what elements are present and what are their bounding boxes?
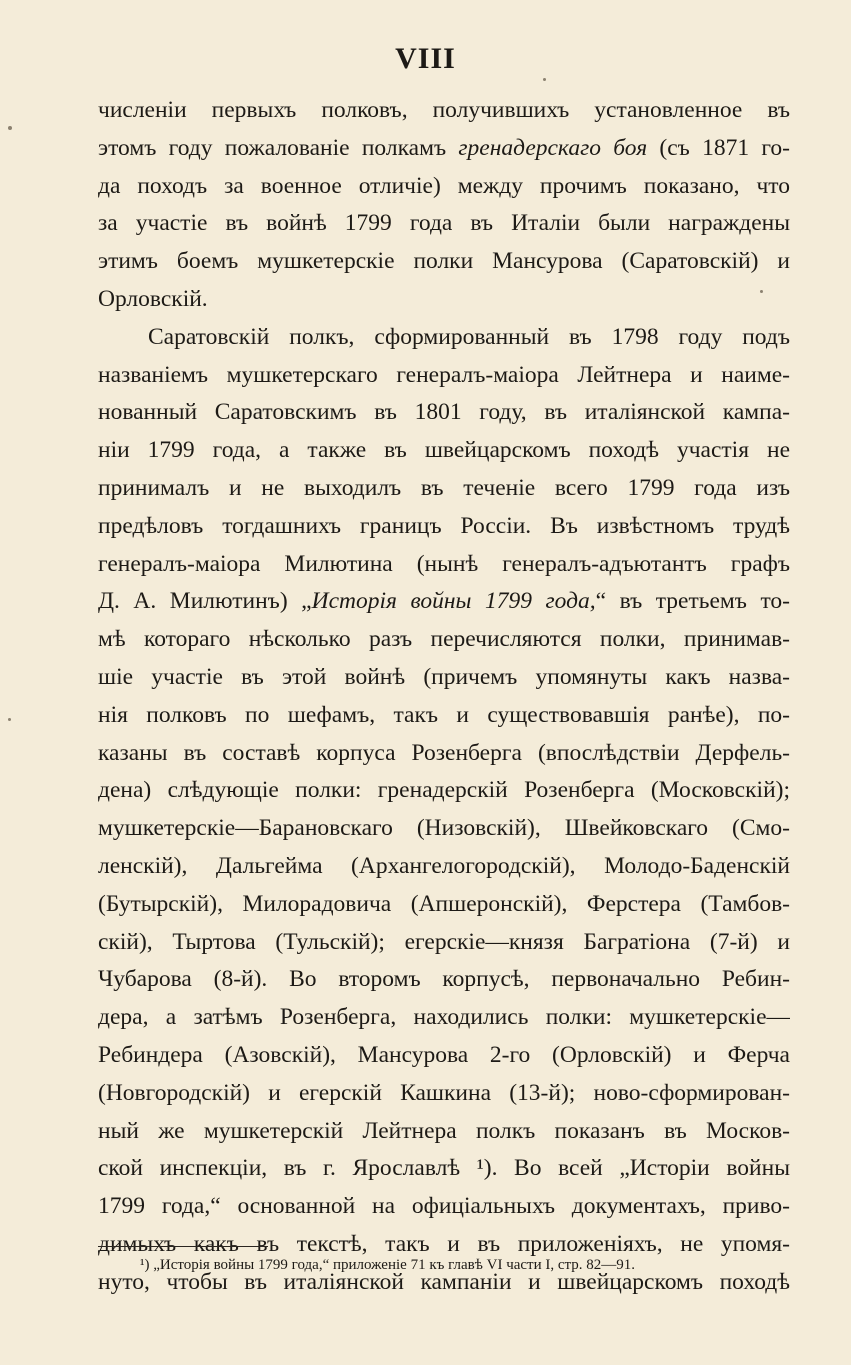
text-line	[98, 1150, 790, 1188]
footnote: ¹) „Исторія войны 1799 года,“ приложеніе 71 къ главѣ VI части I, стр. 82—91.	[140, 1257, 636, 1273]
text-line	[98, 1188, 790, 1226]
line-text: шіе участіе въ этой войнѣ (причемъ упомянуты какъ назва-	[98, 663, 790, 690]
line-text: за участіе въ войнѣ 1799 года въ Италіи были награждены	[98, 210, 790, 237]
line-italic-text: Исторія войны 1799 года,	[311, 588, 596, 615]
line-text: этимъ боемъ мушкетерскіе полки Мансурова (Саратовскій) и	[98, 248, 790, 275]
text-line	[98, 999, 790, 1037]
line-text: мѣ котораго нѣсколько разъ перечисляются полки, принимав-	[98, 626, 790, 653]
line-text: 1799 года,“ основанной на офиціальныхъ документахъ, приво-	[98, 1193, 790, 1220]
text-line	[98, 848, 790, 886]
paper-speck	[8, 126, 12, 130]
line-text: нуто, чтобы въ италіянской кампаніи и швейцарскомъ походѣ	[98, 1268, 790, 1295]
line-text: этомъ году пожалованіе полкамъ	[98, 134, 459, 161]
paper-speck	[760, 290, 763, 293]
line-text: принималъ и не выходилъ въ теченіе всего 1799 года изъ	[98, 474, 790, 501]
text-line	[98, 735, 790, 773]
text-line	[98, 130, 790, 168]
line-text: ніи 1799 года, а также въ швейцарскомъ походѣ участія не	[98, 437, 790, 464]
text-line	[98, 92, 790, 130]
text-line	[98, 1113, 790, 1151]
line-text: (Бутырскій), Милорадовича (Апшеронскій), Ферстера (Тамбов-	[98, 890, 790, 917]
line-text: скій), Тыртова (Тульскій); егерскіе—князя Багратіона (7-й) и	[98, 928, 790, 955]
paper-speck	[543, 78, 546, 81]
line-text: Ребиндера (Азовскій), Мансурова 2-го (Орловскій) и Ферча	[98, 1041, 790, 1068]
text-line	[98, 810, 790, 848]
line-text: димыхъ какъ въ текстѣ, такъ и въ приложеніяхъ, не упомя-	[98, 1230, 790, 1257]
text-line	[98, 508, 790, 546]
line-text: да походъ за военное отличіе) между прочимъ показано, что	[98, 172, 790, 199]
text-line	[98, 357, 790, 395]
text-line	[98, 1037, 790, 1075]
text-line	[98, 546, 790, 584]
text-line	[98, 470, 790, 508]
text-line	[98, 697, 790, 735]
text-line	[98, 394, 790, 432]
text-line	[98, 924, 790, 962]
page-number: VIII	[395, 42, 456, 75]
line-text: ный же мушкетерскій Лейтнера полкъ показанъ въ Москов-	[98, 1117, 790, 1144]
text-line	[98, 583, 790, 621]
body-text	[98, 92, 790, 1302]
line-text: дера, а затѣмъ Розенберга, находились полки: мушкетерскіе—	[98, 1004, 790, 1031]
text-line	[98, 205, 790, 243]
line-text: названіемъ мушкетерскаго генералъ-маіора Лейтнера и наиме-	[98, 361, 790, 388]
text-line	[98, 281, 790, 319]
text-line	[98, 961, 790, 999]
line-text: нованный Саратовскимъ въ 1801 году, въ италіянской кампа-	[98, 399, 790, 426]
line-text: казаны въ составѣ корпуса Розенберга (впослѣдствіи Дерфель-	[98, 739, 790, 766]
line-text: дена) слѣдующіе полки: гренадерскій Розенберга (Московскій);	[98, 777, 790, 804]
line-text: нія полковъ по шефамъ, такъ и существовавшія ранѣе), по-	[98, 701, 790, 728]
line-text: (съ 1871 го-	[647, 134, 790, 161]
text-line	[98, 319, 790, 357]
footnote-divider	[98, 1246, 268, 1247]
paper-speck	[8, 718, 11, 721]
text-line	[98, 432, 790, 470]
text-line	[98, 1075, 790, 1113]
text-line	[98, 772, 790, 810]
text-line	[98, 659, 790, 697]
text-line	[98, 243, 790, 281]
line-text: мушкетерскіе—Барановскаго (Низовскій), Швейковскаго (Смо-	[98, 815, 790, 842]
line-text: Д. А. Милютинъ) „	[98, 588, 312, 615]
line-italic-text: гренадерскаго боя	[458, 134, 648, 161]
text-line	[98, 621, 790, 659]
line-text: “ въ третьемъ то-	[595, 588, 790, 615]
line-text: (Новгородскій) и егерскій Кашкина (13-й); ново-сформирован-	[98, 1079, 790, 1106]
line-text: генералъ-маіора Милютина (нынѣ генералъ-адъютантъ графъ	[98, 550, 790, 577]
line-text: Саратовскій полкъ, сформированный въ 1798 году подъ	[148, 323, 790, 350]
line-text: численіи первыхъ полковъ, получившихъ установленное въ	[98, 97, 790, 123]
text-line	[98, 886, 790, 924]
line-text: Чубарова (8-й). Во второмъ корпусѣ, первоначально Ребин-	[98, 966, 790, 993]
text-line	[98, 168, 790, 206]
line-text: предѣловъ тогдашнихъ границъ Россіи. Въ извѣстномъ трудѣ	[98, 512, 790, 539]
line-text: ской инспекціи, въ г. Ярославлѣ ¹). Во всей „Исторіи войны	[98, 1155, 790, 1182]
line-text: ленскій), Дальгейма (Архангелогородскій), Молодо-Баденскій	[98, 852, 790, 879]
line-text: Орловскій.	[98, 285, 208, 312]
